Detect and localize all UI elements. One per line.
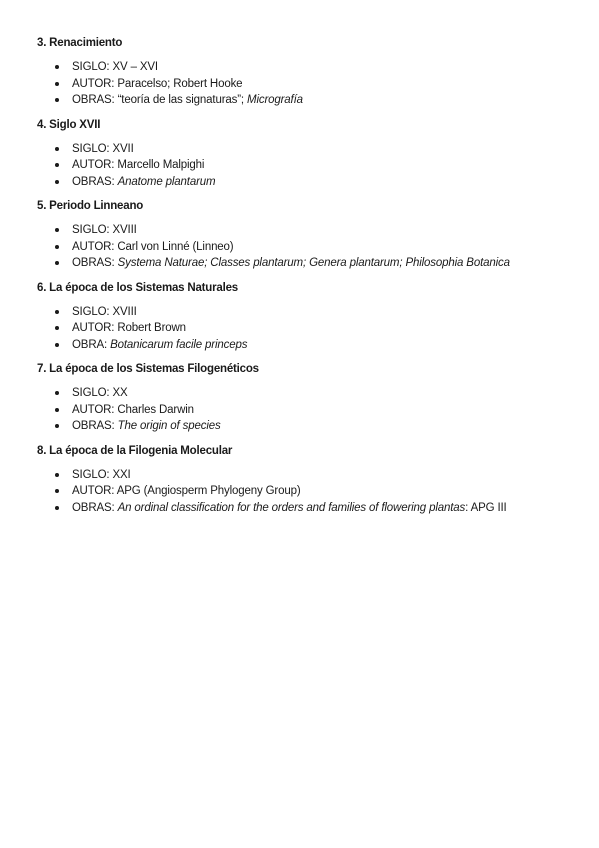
bullet-icon <box>55 343 59 347</box>
item-value: XV – XVI <box>112 61 158 73</box>
bullet-icon <box>55 180 59 184</box>
section-title: 3. Renacimiento <box>37 37 123 49</box>
item-label: OBRAS: <box>72 420 118 432</box>
section-title: 5. Periodo Linneano <box>37 200 144 212</box>
item-label: SIGLO: <box>72 224 113 236</box>
bullet-icon <box>55 245 59 249</box>
bullet-icon <box>55 310 59 314</box>
list-item-siglo <box>55 304 579 321</box>
item-value: “teoría de las signaturas”; <box>117 94 248 106</box>
list-item-obras <box>55 418 579 435</box>
bullet-icon <box>55 473 59 477</box>
item-list <box>37 304 579 354</box>
item-list <box>37 467 579 517</box>
list-item-siglo <box>55 467 579 484</box>
item-value: APG (Angiosperm Phylogeny Group) <box>116 485 301 497</box>
bullet-icon <box>55 261 59 265</box>
list-item-autor <box>55 483 579 500</box>
section-filogenia-molecular <box>37 443 579 517</box>
section-title: 6. La época de los Sistemas Naturales <box>37 281 238 294</box>
item-label: SIGLO: <box>72 142 113 155</box>
item-label: OBRAS: <box>72 175 118 188</box>
bullet-icon <box>55 163 59 167</box>
item-list <box>37 222 579 272</box>
list-item-autor <box>55 239 579 256</box>
list-item-siglo <box>55 141 579 158</box>
item-label: AUTOR: <box>72 485 117 497</box>
list-item-autor <box>55 402 579 419</box>
section-title: 4. Siglo XVII <box>37 118 101 131</box>
item-label: OBRAS: <box>72 257 118 269</box>
item-label: SIGLO: <box>72 387 113 399</box>
item-list <box>37 59 579 109</box>
item-label: SIGLO: <box>72 305 113 318</box>
section-sistemas-naturales <box>37 280 579 354</box>
bullet-icon <box>55 147 59 151</box>
bullet-icon <box>55 98 59 102</box>
bullet-icon <box>55 408 59 412</box>
section-sistemas-filogeneticos <box>37 361 579 435</box>
item-label: OBRAS: <box>72 501 118 514</box>
item-value: XVIII <box>112 224 137 236</box>
item-value: Charles Darwin <box>117 403 194 416</box>
item-list <box>37 141 579 191</box>
item-value-italic: Micrografía <box>247 94 303 106</box>
item-label: AUTOR: <box>72 77 118 90</box>
item-label: OBRAS: <box>72 94 118 106</box>
bullet-icon <box>55 326 59 330</box>
item-list <box>37 385 579 435</box>
item-value-italic: Anatome plantarum <box>117 175 216 188</box>
section-periodo-linneano <box>37 198 579 272</box>
list-item-autor <box>55 320 579 337</box>
item-value: XXI <box>112 468 131 481</box>
item-label: AUTOR: <box>72 240 118 253</box>
item-value: XX <box>112 387 128 399</box>
list-item-obras <box>55 174 579 191</box>
section-siglo-xvii <box>37 117 579 191</box>
bullet-icon <box>55 424 59 428</box>
item-value-italic: An ordinal classification for the orders and families of flowering plantas <box>117 501 466 514</box>
item-value: XVII <box>112 142 134 155</box>
item-value-italic: Botanicarum facile princeps <box>110 338 248 351</box>
list-item-siglo <box>55 222 579 239</box>
item-value: Paracelso; Robert Hooke <box>117 77 243 90</box>
list-item-autor <box>55 157 579 174</box>
item-label: AUTOR: <box>72 159 118 171</box>
item-label: AUTOR: <box>72 403 118 416</box>
bullet-icon <box>55 82 59 86</box>
section-title: 7. La época de los Sistemas Filogenéticos <box>37 363 259 375</box>
item-value: Robert Brown <box>117 322 186 334</box>
list-item-obra <box>55 337 579 354</box>
item-value-italic: The origin of species <box>117 420 221 432</box>
list-item-obras <box>55 255 579 272</box>
item-value: Carl von Linné (Linneo) <box>117 240 234 253</box>
bullet-icon <box>55 65 59 69</box>
list-item-siglo <box>55 59 579 76</box>
list-item-obras <box>55 92 579 109</box>
section-title: 8. La época de la Filogenia Molecular <box>37 444 233 457</box>
item-label: OBRA: <box>72 338 111 351</box>
item-value-italic: Systema Naturae; Classes plantarum; Genera plantarum; Philosophia Botanica <box>117 257 510 269</box>
item-label: AUTOR: <box>72 322 118 334</box>
item-value-tail: : APG III <box>465 501 507 514</box>
bullet-icon <box>55 228 59 232</box>
item-value: Marcello Malpighi <box>117 159 205 171</box>
section-renacimiento <box>37 35 579 109</box>
list-item-siglo <box>55 385 579 402</box>
item-label: SIGLO: <box>72 468 113 481</box>
bullet-icon <box>55 506 59 510</box>
list-item-obras <box>55 500 579 517</box>
item-value: XVIII <box>112 305 137 318</box>
bullet-icon <box>55 489 59 493</box>
bullet-icon <box>55 391 59 395</box>
list-item-autor <box>55 76 579 93</box>
item-label: SIGLO: <box>72 61 113 73</box>
